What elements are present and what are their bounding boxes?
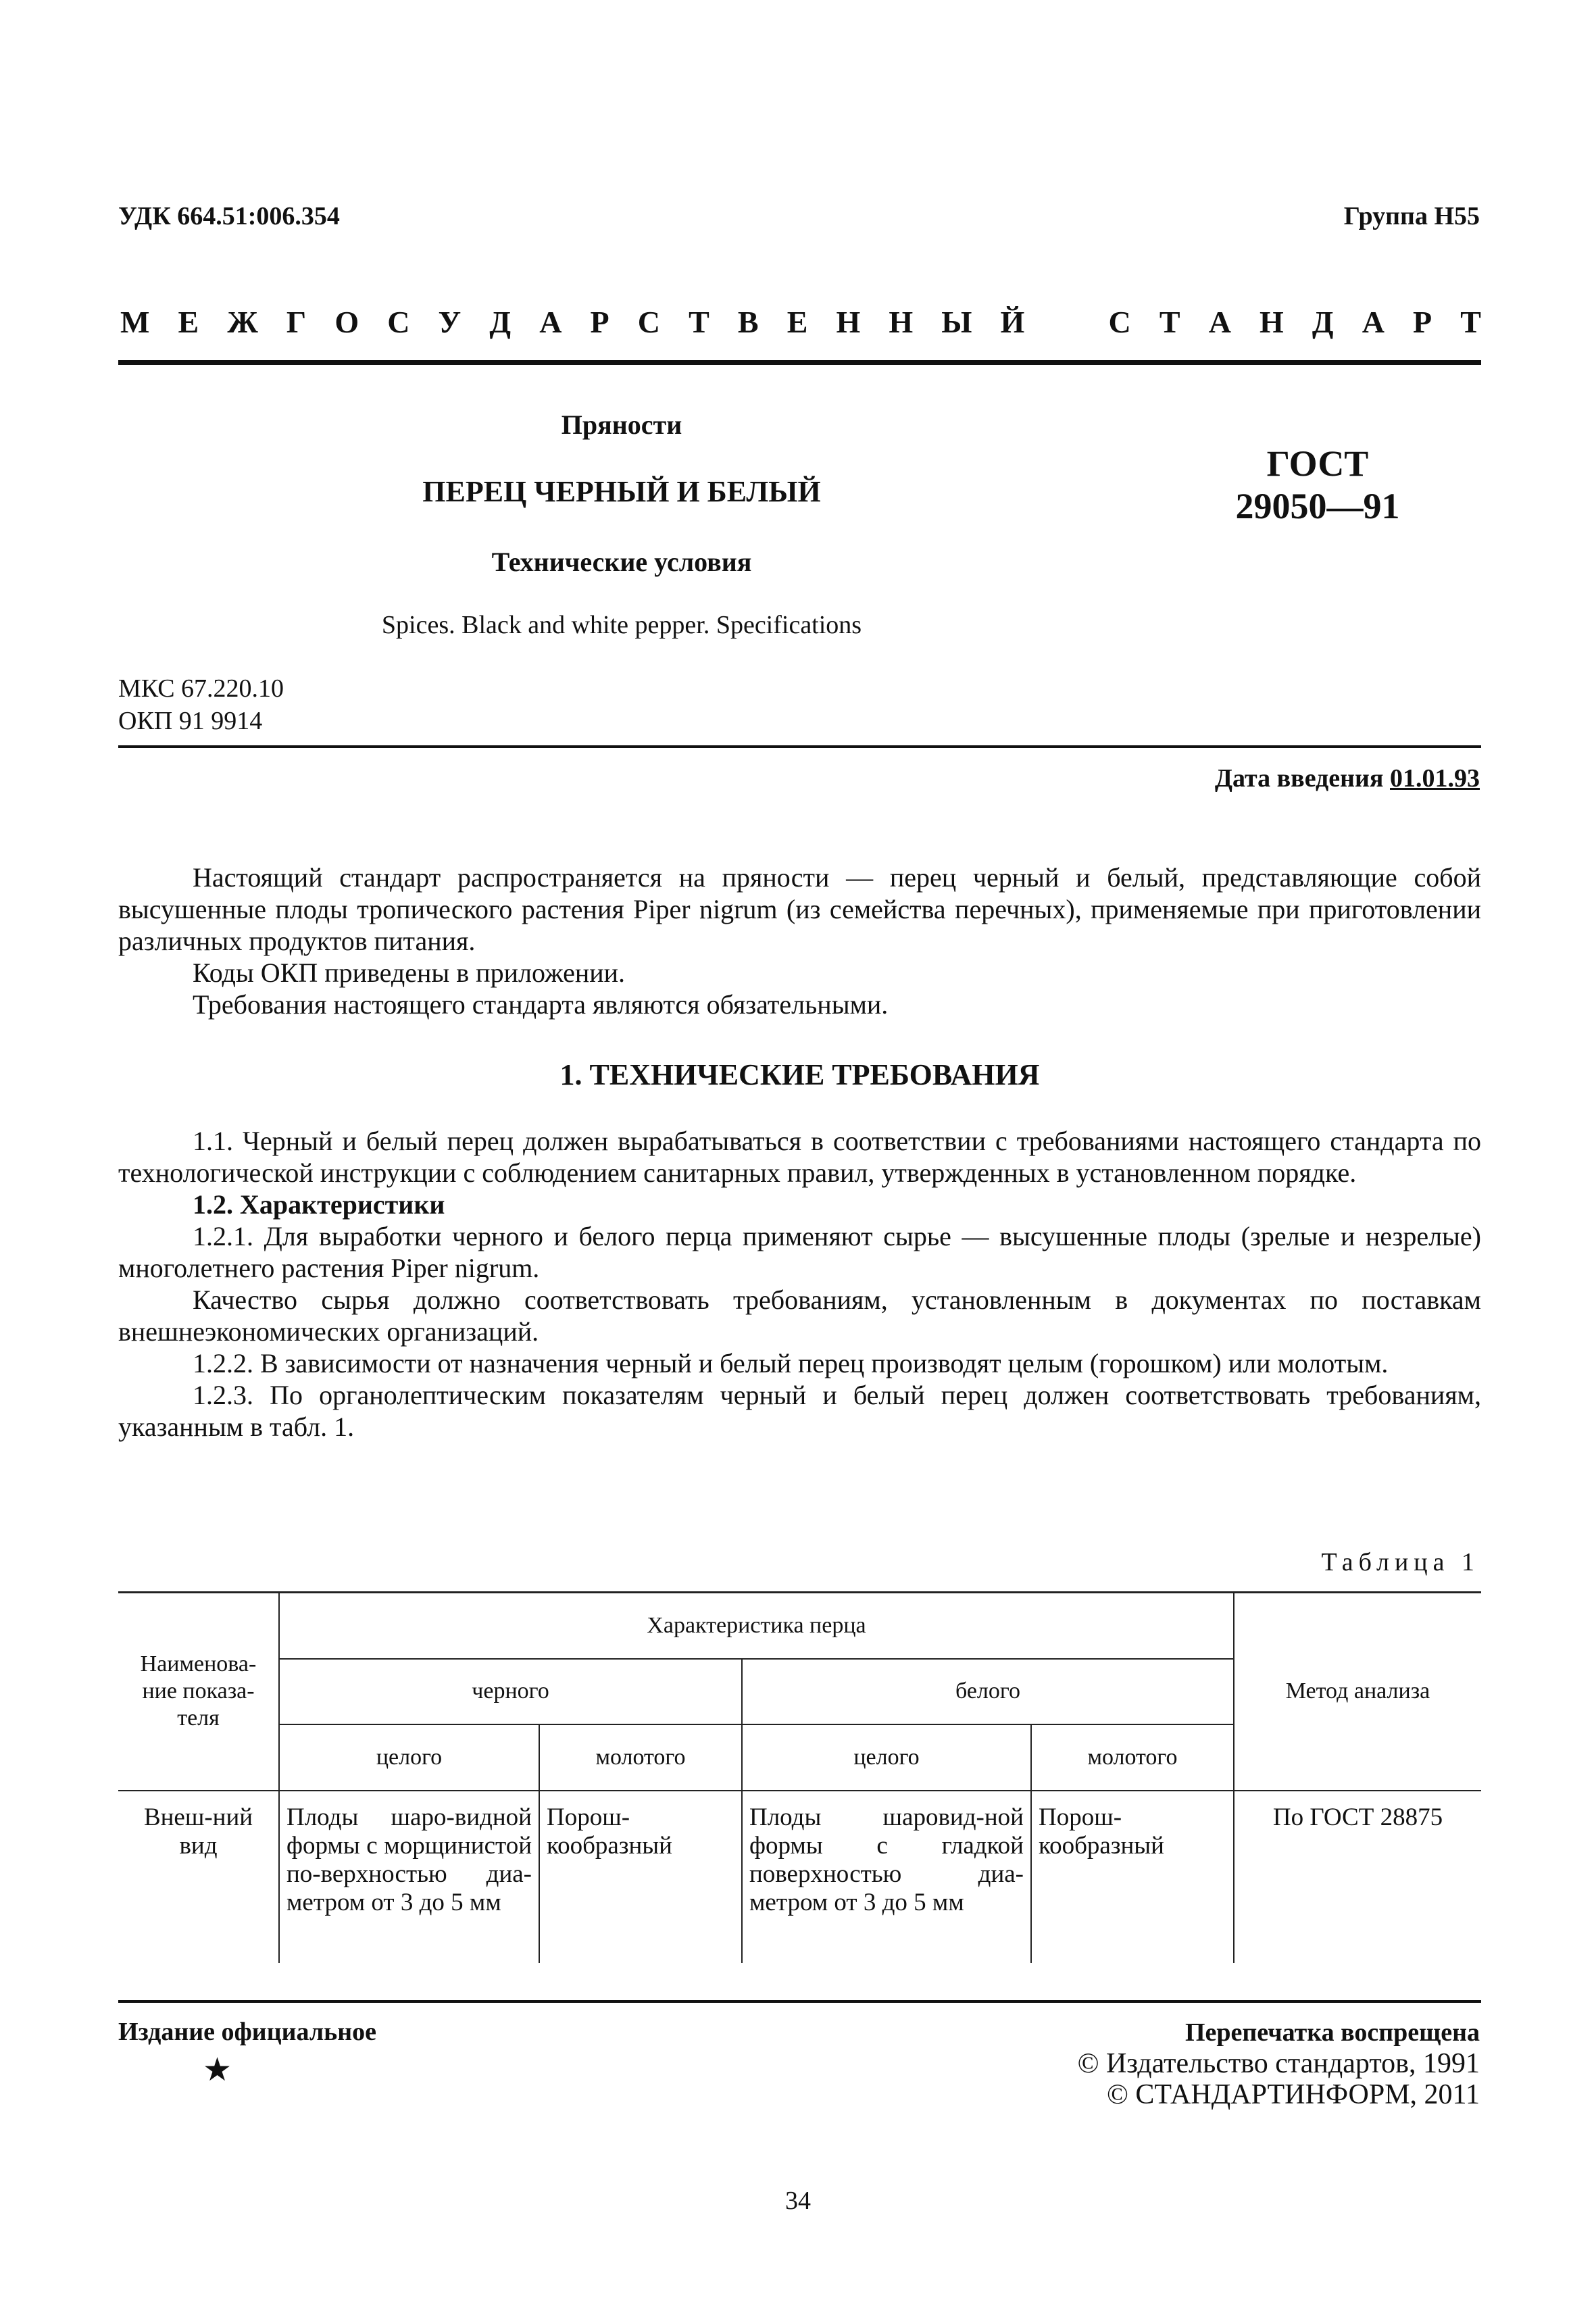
gost-line2: 29050—91 — [1235, 486, 1400, 526]
banner-letter: Ж — [227, 305, 258, 339]
banner-letter: Т — [1159, 305, 1180, 339]
banner-letter: Е — [178, 305, 199, 339]
section1-body — [118, 1125, 1481, 1443]
header-black-ground: молотого — [539, 1724, 742, 1791]
intro-paragraph: Требования настоящего стандарта являются обязательными. — [193, 989, 889, 1020]
banner-letter: Р — [1413, 305, 1432, 339]
clause-1-2-1b: Качество сырья должно соответствовать требованиям, установленным в документах по поставкам внешнеэкономических организаций. — [118, 1285, 1481, 1347]
banner-letter: Д — [1312, 305, 1334, 339]
cell-indicator: Внеш-ний вид — [143, 1803, 253, 1860]
banner-letter: Г — [286, 305, 307, 339]
banner-letter: Т — [1460, 305, 1481, 339]
table-caption: Таблица 1 — [1321, 1548, 1480, 1576]
cell-black-ground: Порош-кообразный — [539, 1791, 742, 1963]
header-white-ground: молотого — [1031, 1724, 1234, 1791]
banner-letter: Н — [889, 305, 914, 339]
group-code: Группа Н55 — [1343, 202, 1480, 230]
main-title: ПЕРЕЦ ЧЕРНЫЙ И БЕЛЫЙ — [422, 475, 821, 508]
intro-block — [118, 862, 1481, 1020]
header-black: черного — [279, 1659, 742, 1724]
gost-line1: ГОСТ — [1266, 443, 1369, 484]
udk-code: УДК 664.51:006.354 — [118, 202, 340, 230]
header-analysis-method: Метод анализа — [1234, 1593, 1481, 1791]
cell-black-whole: Плоды шаро-видной формы с морщинистой по-верхностью диа-метром от 3 до 5 мм — [279, 1791, 539, 1963]
footer-rule — [118, 2000, 1481, 2003]
banner-letter: О — [334, 305, 359, 339]
cell-method: По ГОСТ 28875 — [1234, 1791, 1481, 1963]
banner-letter: Т — [689, 305, 709, 339]
banner-letter: У — [438, 305, 462, 339]
banner-rule — [118, 360, 1481, 365]
clause-1-2-1: 1.2.1. Для выработки черного и белого перца применяют сырье — высушенные плоды (зрелые и незрелые) многолетнего растения Piper nigrum. — [118, 1221, 1481, 1283]
star-icon: ★ — [203, 2052, 232, 2088]
clause-1-1: 1.1. Черный и белый перец должен вырабатываться в соответствии с требованиями настоящего стандарта по технологической инструкции с соблюдением санитарных правил, утвержденных в установленном порядке. — [118, 1126, 1481, 1188]
header-white: белого — [742, 1659, 1234, 1724]
intro-paragraph: Настоящий стандарт распространяется на пряности — перец черный и белый, представляющие собой высушенные плоды тропического растения Piper nigrum (из семейства перечных), применяемые при приготовлении различных продуктов питания. — [118, 862, 1481, 956]
okp-code: ОКП 91 9914 — [118, 707, 263, 735]
banner-letter: А — [539, 305, 562, 339]
reprint-notice: Перепечатка воспрещена — [1184, 2018, 1480, 2047]
classification-codes — [118, 672, 284, 737]
effective-date — [1215, 764, 1480, 793]
official-edition: Издание официальное — [118, 2018, 377, 2046]
gost-number — [1176, 443, 1460, 528]
effective-date-value: 01.01.93 — [1390, 764, 1480, 793]
standard-banner — [120, 304, 1481, 340]
mks-code: МКС 67.220.10 — [118, 674, 284, 703]
banner-gap — [1053, 304, 1080, 340]
header-white-whole: целого — [742, 1724, 1031, 1791]
effective-date-label: Дата введения — [1214, 764, 1384, 793]
header-indicator-name: Наименова-ние показа-теля — [118, 1593, 279, 1791]
clause-1-2-heading: 1.2. Характеристики — [193, 1189, 445, 1220]
banner-letter: Ы — [941, 305, 972, 339]
banner-letter: С — [387, 305, 410, 339]
cell-white-ground: Порош-кообразный — [1031, 1791, 1234, 1963]
banner-letter: Н — [1260, 305, 1284, 339]
copyright-1991: © Издательство стандартов, 1991 — [1077, 2048, 1480, 2079]
banner-letter: С — [1108, 305, 1131, 339]
banner-letter: Й — [1000, 305, 1025, 339]
banner-letter: Н — [836, 305, 861, 339]
banner-letter: Е — [787, 305, 808, 339]
subtitle: Технические условия — [491, 547, 752, 577]
banner-letter: Р — [590, 305, 609, 339]
clause-1-2-2: 1.2.2. В зависимости от назначения черный и белый перец производят целым (горошком) или молотым. — [193, 1348, 1389, 1378]
header-pepper-characteristics: Характеристика перца — [279, 1593, 1234, 1659]
page-number: 34 — [785, 2187, 811, 2215]
clause-1-2-3: 1.2.3. По органолептическим показателям черный и белый перец должен соответствовать требованиям, указанным в табл. 1. — [118, 1380, 1481, 1442]
banner-letter: В — [737, 305, 759, 339]
english-title: Spices. Black and white pepper. Specifications — [381, 611, 862, 639]
banner-letter: М — [120, 305, 150, 339]
footer-rights — [1078, 2017, 1480, 2110]
section-title: 1. ТЕХНИЧЕСКИЕ ТРЕБОВАНИЯ — [559, 1058, 1040, 1091]
category-title: Пряности — [561, 409, 682, 440]
banner-letter: А — [1208, 305, 1231, 339]
copyright-2011: © СТАНДАРТИНФОРМ, 2011 — [1107, 2079, 1480, 2110]
banner-letter: А — [1362, 305, 1385, 339]
intro-paragraph: Коды ОКП приведены в приложении. — [193, 957, 626, 988]
banner-letter: С — [637, 305, 660, 339]
spec-table — [118, 1591, 1481, 1963]
banner-letter: Д — [489, 305, 512, 339]
header-rule — [118, 745, 1481, 748]
header-black-whole: целого — [279, 1724, 539, 1791]
cell-white-whole: Плоды шаровид-ной формы с гладкой поверхностью диа-метром от 3 до 5 мм — [742, 1791, 1031, 1963]
